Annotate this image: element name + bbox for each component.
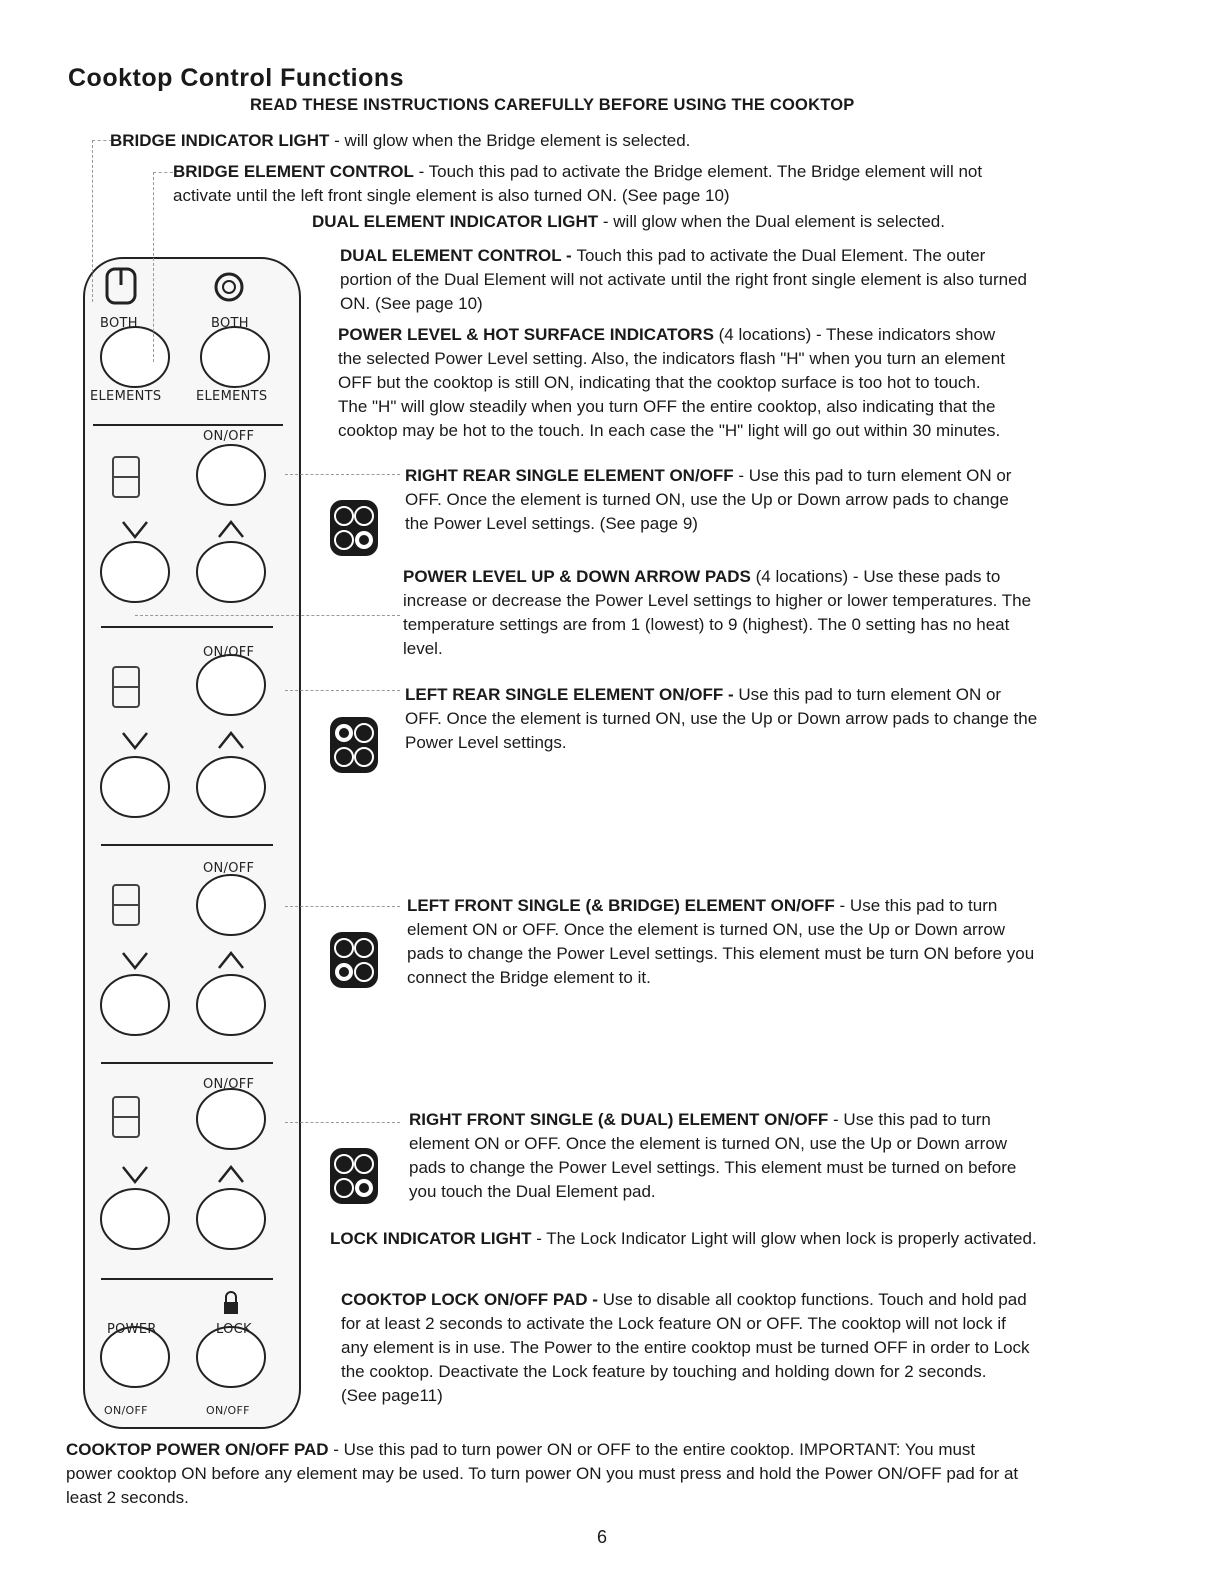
bridge-indicator-text: BRIDGE INDICATOR LIGHT - will glow when the Bridge element is selected. — [110, 131, 691, 150]
lock-pad-text: COOKTOP LOCK ON/OFF PAD - Use to disable all cooktop functions. Touch and hold pad for at least 2 seconds to activate the Lock feature ON or OFF. The cooktop will not lock if any element is in use. The Power to the entire cooktop must be turned OFF in order to Lock the cooktop. Deactivate the Lock feature by touching and holding down for 2 seconds. (See page11) — [341, 1290, 1030, 1405]
bridge-element-pad — [101, 327, 169, 387]
control-panel-drawing — [83, 257, 301, 1429]
arrow-pads-text: POWER LEVEL UP & DOWN ARROW PADS (4 locations) - Use these pads to increase or decrease the Power Level settings to higher or lower temperatures. The temperature settings are from 1 (lowest) to 9 (highest). The 0 setting has no heat level. — [403, 567, 1032, 658]
power-onoff-label: ON/OFF — [104, 1404, 148, 1417]
power-label: POWER — [107, 1322, 157, 1337]
lock-icon — [224, 1292, 238, 1314]
zone-right-rear — [101, 445, 265, 602]
dual-control-text: DUAL ELEMENT CONTROL - Touch this pad to activate the Dual Element. The outer portion of the Dual Element will not activate until the right front single element is also turned ON. (See page 10) — [340, 246, 1027, 313]
left-front-text: LEFT FRONT SINGLE (& BRIDGE) ELEMENT ON/OFF - Use this pad to turn element ON or OFF. Once the element is turned ON, use the Up or Down arrow pads to change the Power Level settings. This element must be turn ON before you connect the Bridge element to it. — [407, 896, 1035, 987]
onoff-label-3: ON/OFF — [203, 861, 255, 876]
right-front-text: RIGHT FRONT SINGLE (& DUAL) ELEMENT ON/OFF - Use this pad to turn element ON or OFF. Once the element is turned ON, use the Up or Down arrow pads to change the Power Level settings. This element must be turned on before you touch the Dual Element pad. — [409, 1110, 1017, 1201]
lock-label: LOCK — [216, 1322, 252, 1337]
burner-icon-right-rear — [330, 500, 378, 556]
power-level-text: POWER LEVEL & HOT SURFACE INDICATORS (4 locations) - These indicators show the selected Power Level setting. Also, the indicators flash "H" when you turn an element OFF but the cooktop is still ON, indicating that the cooktop surface is too hot to touch. The "H" will glow steadily when you turn OFF the entire cooktop, also indicating that the cooktop may be hot to the touch. In each case the "H" light will go out within 30 minutes. — [338, 325, 1005, 440]
onoff-label-2: ON/OFF — [203, 645, 255, 660]
onoff-label-1: ON/OFF — [203, 429, 255, 444]
elements-label-right: ELEMENTS — [196, 389, 268, 404]
page-title: Cooktop Control Functions — [68, 64, 405, 92]
both-label-right: BOTH — [211, 316, 249, 331]
zone-left-rear — [101, 655, 265, 817]
left-rear-text: LEFT REAR SINGLE ELEMENT ON/OFF - Use this pad to turn element ON or OFF. Once the element is turned ON, use the Up or Down arrow pads to change the Power Level settings. — [405, 685, 1038, 752]
burner-icon-right-front — [330, 1148, 378, 1204]
bridge-control-text: BRIDGE ELEMENT CONTROL - Touch this pad to activate the Bridge element. The Bridge element will not activate until the left front single element is also turned ON. (See page 10) — [173, 162, 983, 205]
zone-right-front — [101, 1089, 265, 1249]
elements-label-left: ELEMENTS — [90, 389, 162, 404]
both-label-left: BOTH — [100, 316, 138, 331]
onoff-label-4: ON/OFF — [203, 1077, 255, 1092]
burner-icon-left-front — [330, 932, 378, 988]
burner-icon-left-rear — [330, 717, 378, 773]
power-pad-text: COOKTOP POWER ON/OFF PAD - Use this pad to turn power ON or OFF to the entire cooktop. IMPORTANT: You must power cooktop ON before any element may be used. To turn power ON you must press and hold the Power ON/OFF pad for at least 2 seconds. — [66, 1440, 1019, 1507]
page-number: 6 — [597, 1527, 608, 1547]
dual-indicator-icon — [216, 274, 242, 300]
lock-onoff-label: ON/OFF — [206, 1404, 250, 1417]
dual-indicator-text: DUAL ELEMENT INDICATOR LIGHT - will glow when the Dual element is selected. — [312, 212, 945, 231]
right-rear-text: RIGHT REAR SINGLE ELEMENT ON/OFF - Use this pad to turn element ON or OFF. Once the element is turned ON, use the Up or Down arrow pads to change the Power Level settings. (See page 9) — [405, 466, 1012, 533]
dual-element-pad — [201, 327, 269, 387]
bridge-indicator-icon — [107, 269, 135, 303]
page-subtitle: READ THESE INSTRUCTIONS CAREFULLY BEFORE USING THE COOKTOP — [250, 96, 855, 114]
zone-left-front — [101, 875, 265, 1035]
lock-indicator-text: LOCK INDICATOR LIGHT - The Lock Indicator Light will glow when lock is properly activated. — [330, 1229, 1037, 1248]
